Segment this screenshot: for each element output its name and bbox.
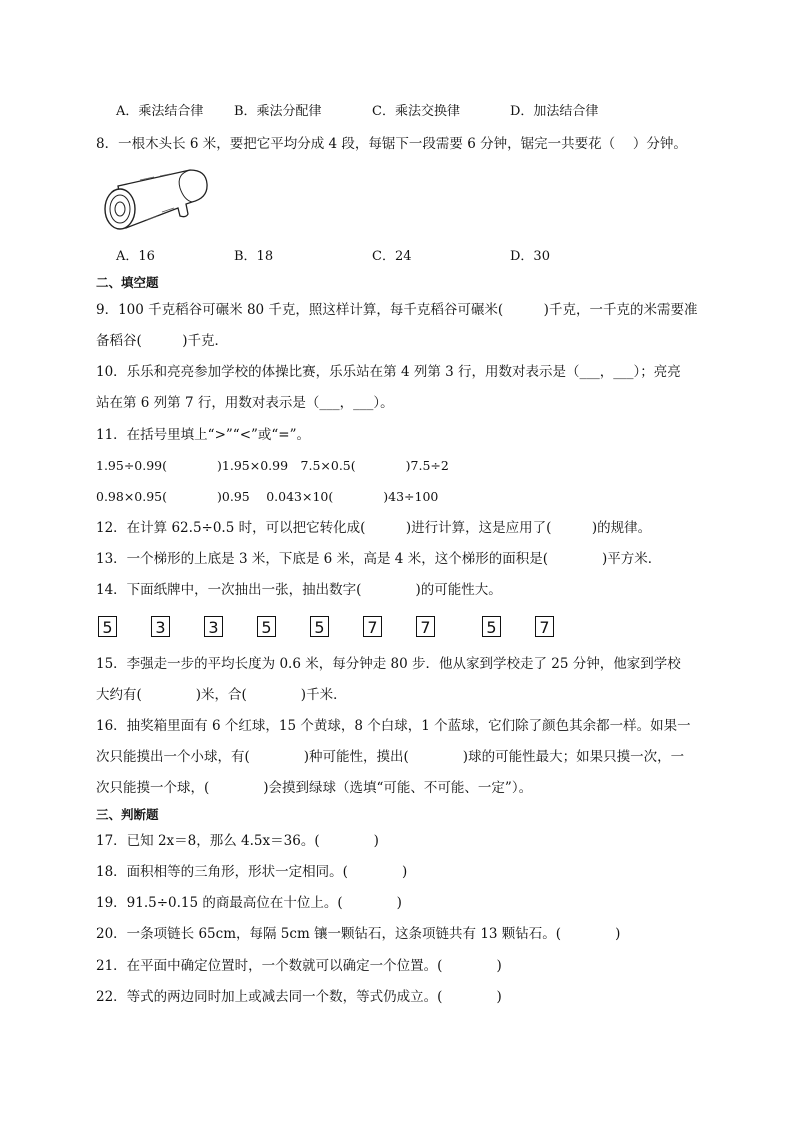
section-true-false-heading: 三、判断题 bbox=[96, 807, 159, 822]
question-9-line-2: 备稻谷( )千克． bbox=[96, 333, 229, 349]
number-card: 5 bbox=[257, 616, 276, 637]
number-card: 3 bbox=[151, 616, 170, 637]
question-17: 17．已知 2x＝8，那么 4.5x＝36。( ) bbox=[96, 833, 379, 849]
log-illustration bbox=[100, 166, 210, 236]
question-14: 14．下面纸牌中，一次抽出一张，抽出数字( )的可能性大。 bbox=[96, 582, 502, 598]
question-15-line-2: 大约有( )米，合( )千米． bbox=[96, 687, 347, 703]
question-10-line-1: 10．乐乐和亮亮参加学校的体操比赛，乐乐站在第 4 列第 3 行，用数对表示是（___，___）；亮亮 bbox=[96, 364, 681, 380]
number-card: 5 bbox=[98, 616, 117, 637]
number-card: 7 bbox=[416, 616, 435, 637]
question-13: 13．一个梯形的上底是 3 米，下底是 6 米，高是 4 米，这个梯形的面积是( )平方米． bbox=[96, 551, 662, 567]
question-11-title: 11．在括号里填上“>”“<”或“=”。 bbox=[96, 427, 311, 443]
q7-option-a: A．乘法结合律 bbox=[116, 104, 204, 119]
q8-option-d: D．30 bbox=[510, 249, 550, 264]
question-16-line-2: 次只能摸出一个小球，有( )种可能性，摸出( )球的可能性最大；如果只摸一次，一 bbox=[96, 749, 685, 765]
question-15-line-1: 15．李强走一步的平均长度为 0.6 米，每分钟走 80 步．他从家到学校走了 25 分钟，他家到学校 bbox=[96, 656, 681, 672]
question-10-line-2: 站在第 6 列第 7 行，用数对表示是（___，___）。 bbox=[96, 395, 394, 411]
question-20: 20．一条项链长 65cm，每隔 5cm 镶一颗钻石，这条项链共有 13 颗钻石。( ) bbox=[96, 926, 621, 942]
q7-option-b: B．乘法分配律 bbox=[234, 104, 322, 119]
question-16-line-1: 16．抽奖箱里面有 6 个红球，15 个黄球，8 个白球，1 个蓝球，它们除了颜色其余都一样。如果一 bbox=[96, 718, 691, 734]
question-19: 19．91.5÷0.15 的商最高位在十位上。( ) bbox=[96, 895, 402, 911]
q7-option-c: C．乘法交换律 bbox=[372, 104, 460, 119]
q8-option-c: C．24 bbox=[372, 249, 412, 264]
number-card: 7 bbox=[363, 616, 382, 637]
question-8: 8．一根木头长 6 米，要把它平均分成 4 段，每锯下一段需要 6 分钟，锯完一共要花（ ）分钟。 bbox=[96, 136, 687, 152]
question-11-row-2: 0.98×0.95( )0.95 0.043×10( )43÷100 bbox=[96, 489, 439, 504]
q8-option-a: A．16 bbox=[116, 249, 155, 264]
question-9-line-1: 9．100 千克稻谷可碾米 80 千克，照这样计算，每千克稻谷可碾米( )千克，一千克的米需要准 bbox=[96, 302, 698, 318]
q7-option-d: D．加法结合律 bbox=[510, 104, 599, 119]
question-21: 21．在平面中确定位置时，一个数就可以确定一个位置。( ) bbox=[96, 958, 502, 974]
question-22: 22．等式的两边同时加上或减去同一个数，等式仍成立。( ) bbox=[96, 989, 502, 1005]
question-18: 18．面积相等的三角形，形状一定相同。( ) bbox=[96, 864, 408, 880]
q8-option-b: B．18 bbox=[234, 249, 274, 264]
number-card: 3 bbox=[204, 616, 223, 637]
question-16-line-3: 次只能摸一个球，( )会摸到绿球（选填“可能、不可能、一定”）。 bbox=[96, 780, 533, 796]
number-card: 5 bbox=[310, 616, 329, 637]
section-fill-in-heading: 二、填空题 bbox=[96, 275, 159, 290]
number-card: 7 bbox=[535, 616, 554, 637]
question-11-row-1: 1.95÷0.99( )1.95×0.99 7.5×0.5( )7.5÷2 bbox=[96, 458, 449, 473]
number-card: 5 bbox=[482, 616, 501, 637]
question-12: 12．在计算 62.5÷0.5 时，可以把它转化成( )进行计算，这是应用了( )的规律。 bbox=[96, 520, 652, 536]
